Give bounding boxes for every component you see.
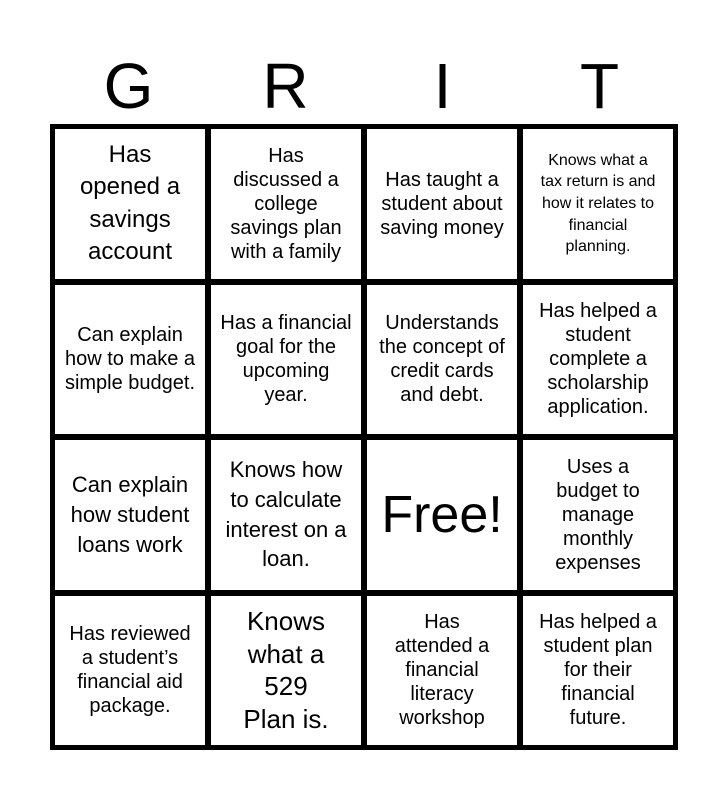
free-space-text: Free! xyxy=(381,485,503,544)
bingo-cell-free xyxy=(367,440,517,590)
bingo-cell xyxy=(55,440,205,590)
cell-text: Can explain how student loans work xyxy=(70,472,190,557)
cell-text: Knows what a 529 Plan is. xyxy=(243,606,329,734)
cell-text: Has reviewed a student’s financial aid package. xyxy=(69,623,191,718)
bingo-cell xyxy=(367,129,517,279)
bingo-cell xyxy=(55,129,205,279)
bingo-cell xyxy=(367,285,517,435)
bingo-header xyxy=(50,50,678,122)
bingo-cell xyxy=(523,440,673,590)
bingo-cell xyxy=(367,596,517,746)
header-letter-t: T xyxy=(579,50,620,122)
bingo-cell xyxy=(211,285,361,435)
cell-text: Has attended a financial literacy workshop xyxy=(394,611,490,730)
header-letter-i: I xyxy=(433,50,452,122)
bingo-cell xyxy=(211,129,361,279)
cell-text: Can explain how to make a simple budget. xyxy=(64,324,196,395)
cell-text: Knows how to calculate interest on a loan. xyxy=(225,457,347,572)
cell-text: Has a financial goal for the upcoming year. xyxy=(220,312,352,407)
cell-text: Knows what a tax return is and how it relates to financial planning. xyxy=(540,151,656,256)
header-letter-g: G xyxy=(103,50,154,122)
cell-text: Has taught a student about saving money xyxy=(380,168,504,239)
cell-text: Has helped a student plan for their financial future. xyxy=(539,611,657,730)
cell-text: Uses a budget to manage monthly expenses xyxy=(555,455,641,574)
cell-text: Has discussed a college savings plan with a family xyxy=(230,144,342,263)
cell-text: Understands the concept of credit cards and debt. xyxy=(379,312,505,407)
header-letter-r: R xyxy=(262,50,309,122)
bingo-cell xyxy=(211,440,361,590)
bingo-cell xyxy=(55,285,205,435)
bingo-cell xyxy=(523,596,673,746)
bingo-cell xyxy=(211,596,361,746)
cell-text: Has helped a student complete a scholarship application. xyxy=(539,300,657,419)
bingo-board xyxy=(50,124,678,750)
bingo-cell xyxy=(55,596,205,746)
bingo-cell xyxy=(523,129,673,279)
cell-text: Has opened a savings account xyxy=(79,140,181,266)
bingo-cell xyxy=(523,285,673,435)
